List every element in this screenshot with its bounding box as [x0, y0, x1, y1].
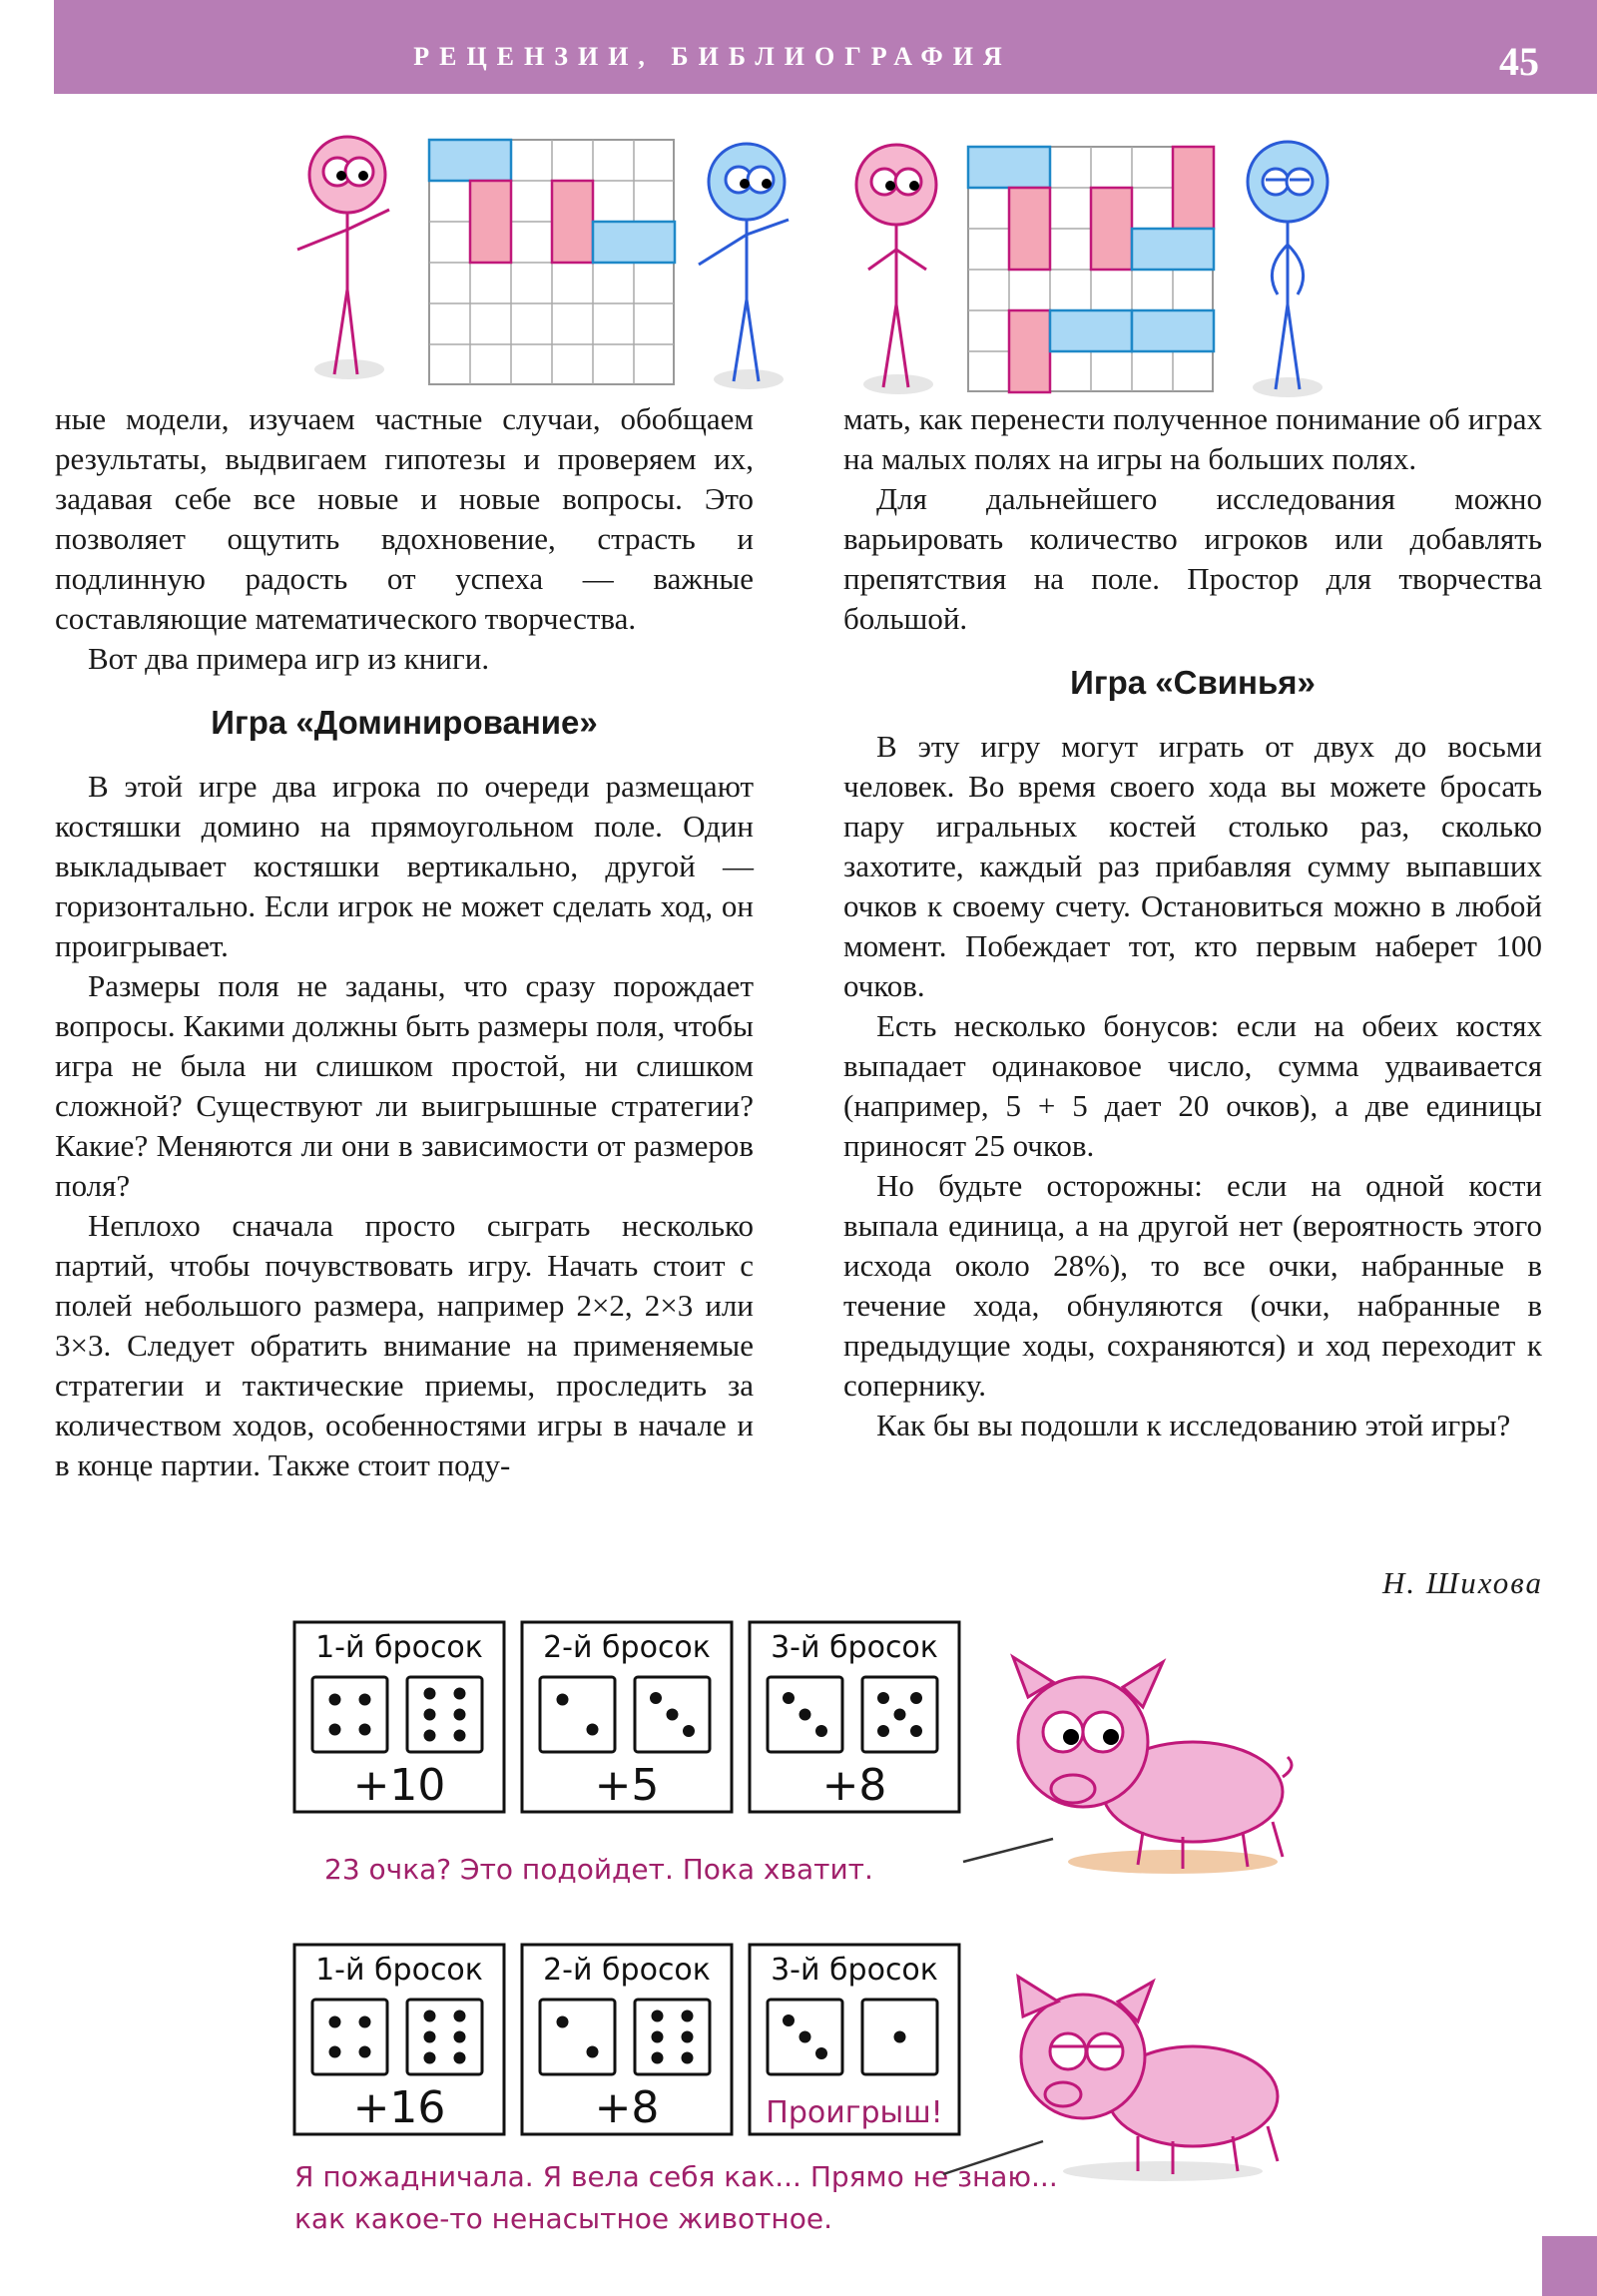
die-pip [877, 1725, 889, 1737]
die-pip [454, 2031, 466, 2043]
die-pip [329, 2016, 341, 2028]
die-pip [682, 2052, 694, 2064]
die-pip [799, 1709, 811, 1721]
right-paragraph-4: Есть несколько бонусов: если на обеих костях выпадает одинаковое число, сумма удваивается (например, 5 + 5 дает 20 очков), а две единицы приносят 25 очков. [843, 1008, 1542, 1163]
domination-board-right [968, 147, 1214, 392]
die-pip [799, 2031, 811, 2043]
throw-label: 3-й бросок [771, 1953, 938, 1988]
throw-score: +16 [352, 2082, 446, 2133]
die-pip [587, 1724, 599, 1736]
left-paragraph-5: Неплохо сначала просто сыграть несколько партий, чтобы почувствовать игру. Начать стоит с полей небольшого размера, например 2×2, 2×3 или 3×3. Следует обратить внимание на применяемые стратегии и тактические приемы, проследить за количеством ходов, особенностями игры в начале и в конце партии. Также стоит поду- [55, 1208, 754, 1482]
die [312, 2000, 387, 2074]
die-pip [652, 2052, 664, 2064]
right-paragraph-6: Как бы вы подошли к исследованию этой игры? [876, 1408, 1511, 1442]
die-pip [454, 1709, 466, 1721]
die-pip [894, 2031, 906, 2043]
domination-illustration [279, 120, 1367, 409]
die-pip [682, 2031, 694, 2043]
left-column [55, 399, 754, 1485]
die-pip [650, 1692, 662, 1704]
die-pip [815, 1725, 827, 1737]
die-pip [359, 2016, 371, 2028]
throw-label: 3-й бросок [771, 1630, 938, 1665]
throw-score: +10 [352, 1760, 446, 1811]
die-pip [329, 1724, 341, 1736]
left-paragraph-3: В этой игре два игрока по очереди размещают костяшки домино на прямоугольном поле. Один выкладывает костяшки вертикально, другой — горизонтально. Если игрок не может сделать ход, он проигрывает. [55, 769, 754, 963]
caption-row-2b: как какое-то ненасытное животное. [294, 2202, 832, 2235]
pig-1 [1013, 1657, 1292, 1874]
left-paragraph-4: Размеры поля не заданы, что сразу порождает вопросы. Какими должны быть размеры поля, чтобы игра не была ни слишком простой, ни слишком сложной? Существуют ли выигрышные стратегии? Какие? Меняются ли они в зависимости от размеров поля? [55, 968, 754, 1203]
throw-score: Проигрыш! [766, 2095, 943, 2130]
pig-2 [1018, 1977, 1278, 2181]
die [540, 1677, 615, 1752]
pig-game-illustration [284, 1617, 1342, 2246]
section-title: РЕЦЕНЗИИ, БИБЛИОГРАФИЯ [413, 42, 1012, 71]
throws-row-1 [294, 1622, 959, 1812]
die-pip [910, 1692, 922, 1704]
caption-row-2a: Я пожадничала. Я вела себя как... Прямо не знаю... [294, 2160, 1058, 2193]
die-pip [667, 1709, 679, 1721]
right-paragraph-5: Но будьте осторожны: если на одной кости выпала единица, а на другой нет (вероятность этого исхода около 28%), то все очки, набранные в течение хода, обнуляются (очки, набранные в предыдущие ходы, сохраняются) и ход переходит к сопернику. [843, 1168, 1542, 1403]
page-corner-mark [1542, 2236, 1597, 2296]
die-pip [329, 1694, 341, 1706]
die-pip [424, 1709, 436, 1721]
throw-score: +8 [821, 1760, 887, 1811]
die-pip [557, 1694, 569, 1706]
die-pip [783, 2014, 795, 2026]
die-pip [454, 2010, 466, 2022]
right-paragraph-2: Для дальнейшего исследования можно варьировать количество игроков или добавлять препятствия на поле. Простор для творчества большой. [843, 481, 1542, 636]
die [540, 2000, 615, 2074]
throw-label: 1-й бросок [315, 1630, 483, 1665]
pink-character-right [856, 145, 936, 394]
caption-row-1: 23 очка? Это подойдет. Пока хватит. [324, 1853, 873, 1886]
throw-label: 2-й бросок [543, 1630, 711, 1665]
domination-heading: Игра «Доминирование» [211, 704, 598, 741]
die-pip [783, 1692, 795, 1704]
die [312, 1677, 387, 1752]
throw-score: +5 [594, 1760, 660, 1811]
left-paragraph-1: ные модели, изучаем частные случаи, обобщаем результаты, выдвигаем гипотезы и проверяем их, задавая себе все новые и новые вопросы. Это позволяет ощутить вдохновение, страсть и подлинную радость от успеха — важные составляющие математического творчества. [55, 401, 754, 636]
author-signature: Н. Шихова [1382, 1565, 1543, 1600]
die [635, 2000, 710, 2074]
die-pip [454, 1688, 466, 1700]
die-pip [652, 2010, 664, 2022]
die-pip [359, 1694, 371, 1706]
die-pip [454, 2052, 466, 2064]
die [407, 2000, 482, 2074]
die [407, 1677, 482, 1752]
die-pip [683, 1725, 695, 1737]
page-header [54, 0, 1597, 94]
right-column [843, 399, 1542, 1445]
die-pip [682, 2010, 694, 2022]
die-pip [894, 1709, 906, 1721]
throw-label: 1-й бросок [315, 1953, 483, 1988]
die-pip [424, 2010, 436, 2022]
die-pip [815, 2047, 827, 2059]
pink-character-left [297, 137, 389, 379]
left-paragraph-2: Вот два примера игр из книги. [88, 641, 490, 676]
die-pip [877, 1692, 889, 1704]
pig-heading: Игра «Свинья» [1070, 664, 1316, 701]
die-pip [587, 2046, 599, 2058]
die-pip [424, 1688, 436, 1700]
die-pip [910, 1725, 922, 1737]
die-pip [329, 2046, 341, 2058]
page-number: 45 [1499, 39, 1539, 84]
blue-character-left [699, 144, 789, 389]
die-pip [557, 2016, 569, 2028]
throws-row-2 [294, 1945, 959, 2134]
die-pip [454, 1730, 466, 1742]
die-pip [424, 2052, 436, 2064]
die-pip [424, 1730, 436, 1742]
throw-label: 2-й бросок [543, 1953, 711, 1988]
domination-board-left [429, 140, 675, 384]
blue-character-right [1248, 142, 1328, 397]
die-pip [359, 2046, 371, 2058]
die-pip [652, 2031, 664, 2043]
throw-score: +8 [594, 2082, 660, 2133]
right-paragraph-3: В эту игру могут играть от двух до восьми человек. Во время своего хода вы можете бросать пару игральных костей столько раз, сколько захотите, каждый раз прибавляя сумму выпавших очков к своему счету. Остановиться можно в любой момент. Побеждает тот, кто первым наберет 100 очков. [843, 729, 1542, 1003]
die-pip [359, 1724, 371, 1736]
right-paragraph-1: мать, как перенести полученное понимание об играх на малых полях на игры на больших полях. [843, 401, 1542, 476]
die-pip [424, 2031, 436, 2043]
